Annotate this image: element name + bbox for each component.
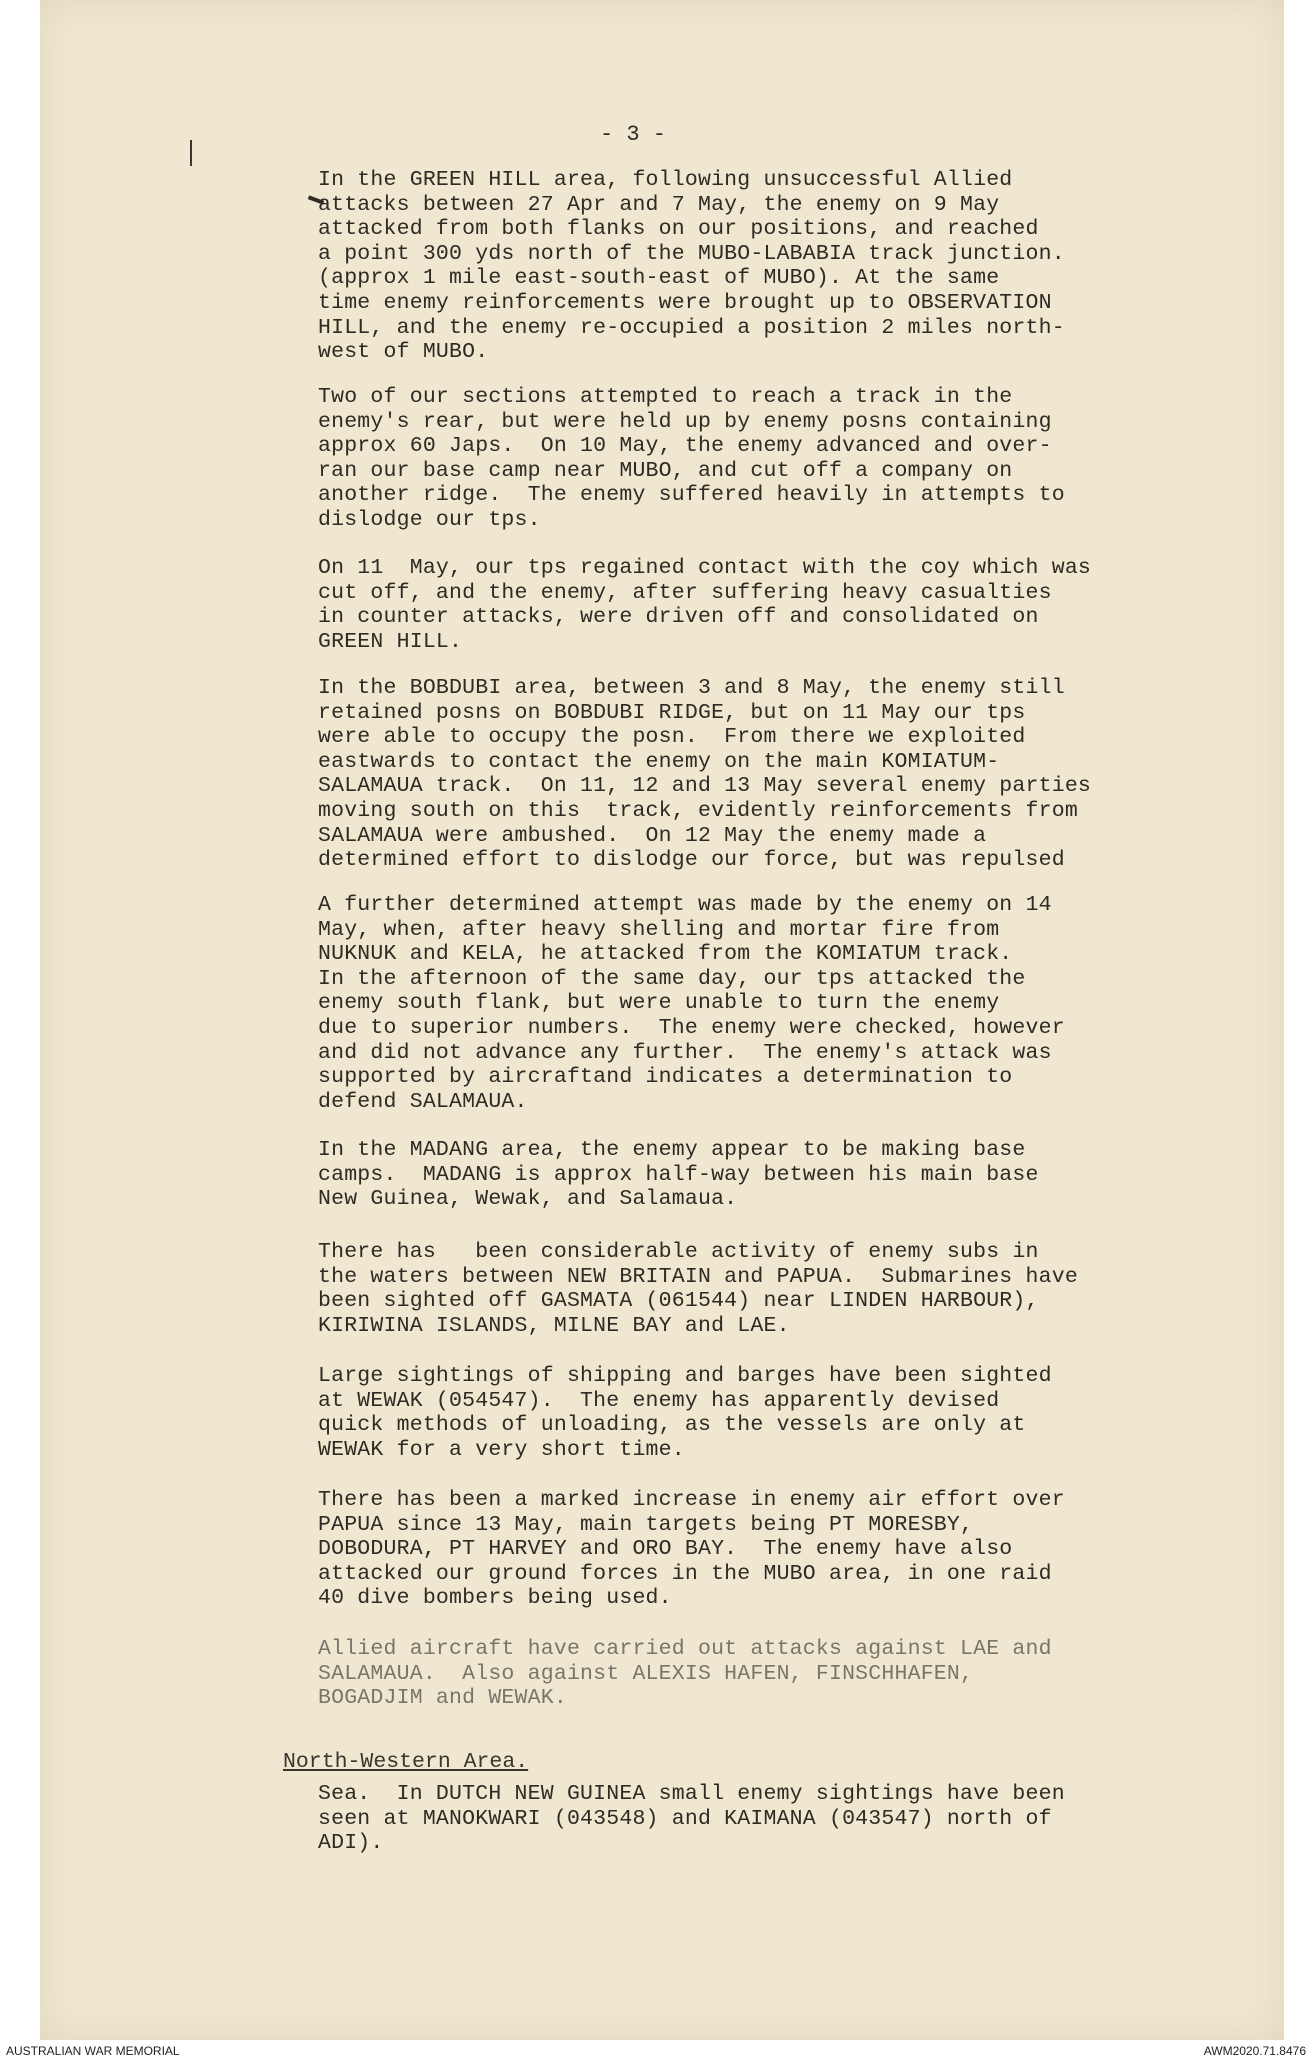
text-line: Sea. In DUTCH NEW GUINEA small enemy sightings have been — [318, 1782, 1065, 1806]
text-line: WEWAK for a very short time. — [318, 1437, 685, 1462]
footer-bar — [0, 2040, 1314, 2061]
text-line: defend SALAMAUA. — [318, 1089, 528, 1114]
text-line: A further determined attempt was made by the enemy on 14 — [318, 893, 1052, 917]
text-line: determined effort to dislodge our force, but was repulsed — [318, 848, 1065, 873]
text-line: (approx 1 mile east-south-east of MUBO). At the same — [318, 266, 1000, 291]
text-line: the waters between NEW BRITAIN and PAPUA. Submarines have — [318, 1264, 1078, 1289]
text-line: west of MUBO. — [318, 340, 489, 365]
text-line: In the GREEN HILL area, following unsuccessful Allied — [318, 168, 1013, 192]
section-heading: North-Western Area. — [283, 1750, 529, 1774]
text-line: enemy south flank, but were unable to turn the enemy — [318, 991, 1000, 1016]
paragraph — [318, 385, 1198, 533]
text-line: moving south on this track, evidently reinforcements from — [318, 798, 1078, 823]
text-line: supported by aircraftand indicates a determination to — [318, 1065, 1013, 1090]
text-line: Two of our sections attempted to reach a track in the — [318, 385, 1013, 409]
paragraph — [318, 676, 1198, 873]
text-line: been sighted off GASMATA (061544) near LINDEN HARBOUR), — [318, 1289, 1039, 1314]
text-line: retained posns on BOBDUBI RIDGE, but on 11 May our tps — [318, 700, 1026, 725]
text-line: were able to occupy the posn. From there we exploited — [318, 725, 1026, 750]
paragraph — [318, 1782, 1198, 1856]
text-line: camps. MADANG is approx half-way between his main base — [318, 1162, 1039, 1187]
paragraph — [318, 893, 1198, 1114]
text-line: HILL, and the enemy re-occupied a position 2 miles north- — [318, 315, 1065, 340]
paragraph — [318, 1138, 1198, 1212]
text-line: On 11 May, our tps regained contact with the coy which was — [318, 556, 1092, 580]
text-line: a point 300 yds north of the MUBO-LABABIA track junction. — [318, 241, 1065, 266]
page-number: - 3 - — [600, 122, 667, 147]
paragraph — [318, 1240, 1198, 1338]
footer-accession-number: AWM2020.71.8476 — [1203, 2044, 1306, 2058]
paragraph — [318, 1637, 1198, 1711]
text-line: SALAMAUA were ambushed. On 12 May the enemy made a — [318, 823, 987, 848]
text-line: time enemy reinforcements were brought up to OBSERVATION — [318, 290, 1052, 315]
text-line: dislodge our tps. — [318, 507, 541, 532]
footer-institution: AUSTRALIAN WAR MEMORIAL — [6, 2044, 180, 2058]
text-line: Large sightings of shipping and barges have been sighted — [318, 1364, 1052, 1388]
paragraph — [318, 1364, 1198, 1462]
text-line: and did not advance any further. The enemy's attack was — [318, 1040, 1052, 1065]
text-line: 40 dive bombers being used. — [318, 1586, 672, 1611]
text-line: ADI). — [318, 1831, 384, 1856]
text-line: SALAMAUA track. On 11, 12 and 13 May several enemy parties — [318, 774, 1092, 799]
text-line: attacked from both flanks on our positions, and reached — [318, 217, 1039, 242]
text-line: In the MADANG area, the enemy appear to be making base — [318, 1138, 1026, 1162]
text-line: GREEN HILL. — [318, 629, 463, 654]
text-line: KIRIWINA ISLANDS, MILNE BAY and LAE. — [318, 1313, 790, 1338]
text-line: at WEWAK (054547). The enemy has apparently devised — [318, 1388, 1000, 1413]
text-line: enemy's rear, but were held up by enemy posns containing — [318, 409, 1052, 434]
text-line: quick methods of unloading, as the vessels are only at — [318, 1413, 1026, 1438]
text-line: New Guinea, Wewak, and Salamaua. — [318, 1187, 738, 1212]
text-line: NUKNUK and KELA, he attacked from the KOMIATUM track. — [318, 942, 1013, 967]
text-line: eastwards to contact the enemy on the main KOMIATUM- — [318, 749, 1000, 774]
text-line: Allied aircraft have carried out attacks against LAE and — [318, 1637, 1052, 1661]
paragraph — [318, 168, 1198, 365]
paragraph — [318, 1488, 1198, 1611]
text-line: due to superior numbers. The enemy were checked, however — [318, 1015, 1065, 1040]
text-line: PAPUA since 13 May, main targets being PT MORESBY, — [318, 1512, 974, 1537]
text-line: In the afternoon of the same day, our tps attacked the — [318, 966, 1026, 991]
text-line: SALAMAUA. Also against ALEXIS HAFEN, FINSCHHAFEN, — [318, 1661, 974, 1686]
text-line: DOBODURA, PT HARVEY and ORO BAY. The enemy have also — [318, 1537, 1013, 1562]
text-line: ran our base camp near MUBO, and cut off a company on — [318, 458, 1013, 483]
text-line: cut off, and the enemy, after suffering heavy casualties — [318, 580, 1052, 605]
text-line: approx 60 Japs. On 10 May, the enemy advanced and over- — [318, 434, 1052, 459]
text-line: In the BOBDUBI area, between 3 and 8 May, the enemy still — [318, 676, 1065, 700]
text-line: There has been a marked increase in enemy air effort over — [318, 1488, 1065, 1512]
text-line: There has been considerable activity of enemy subs in — [318, 1240, 1039, 1264]
paragraph — [318, 556, 1198, 654]
margin-mark — [190, 140, 196, 166]
text-line: attacks between 27 Apr and 7 May, the enemy on 9 May — [318, 192, 1000, 217]
text-line: May, when, after heavy shelling and mortar fire from — [318, 917, 1000, 942]
text-line: seen at MANOKWARI (043548) and KAIMANA (043547) north of — [318, 1806, 1052, 1831]
text-line: attacked our ground forces in the MUBO area, in one raid — [318, 1561, 1052, 1586]
text-line: BOGADJIM and WEWAK. — [318, 1686, 567, 1711]
text-line: in counter attacks, were driven off and consolidated on — [318, 605, 1039, 630]
text-line: another ridge. The enemy suffered heavily in attempts to — [318, 483, 1065, 508]
